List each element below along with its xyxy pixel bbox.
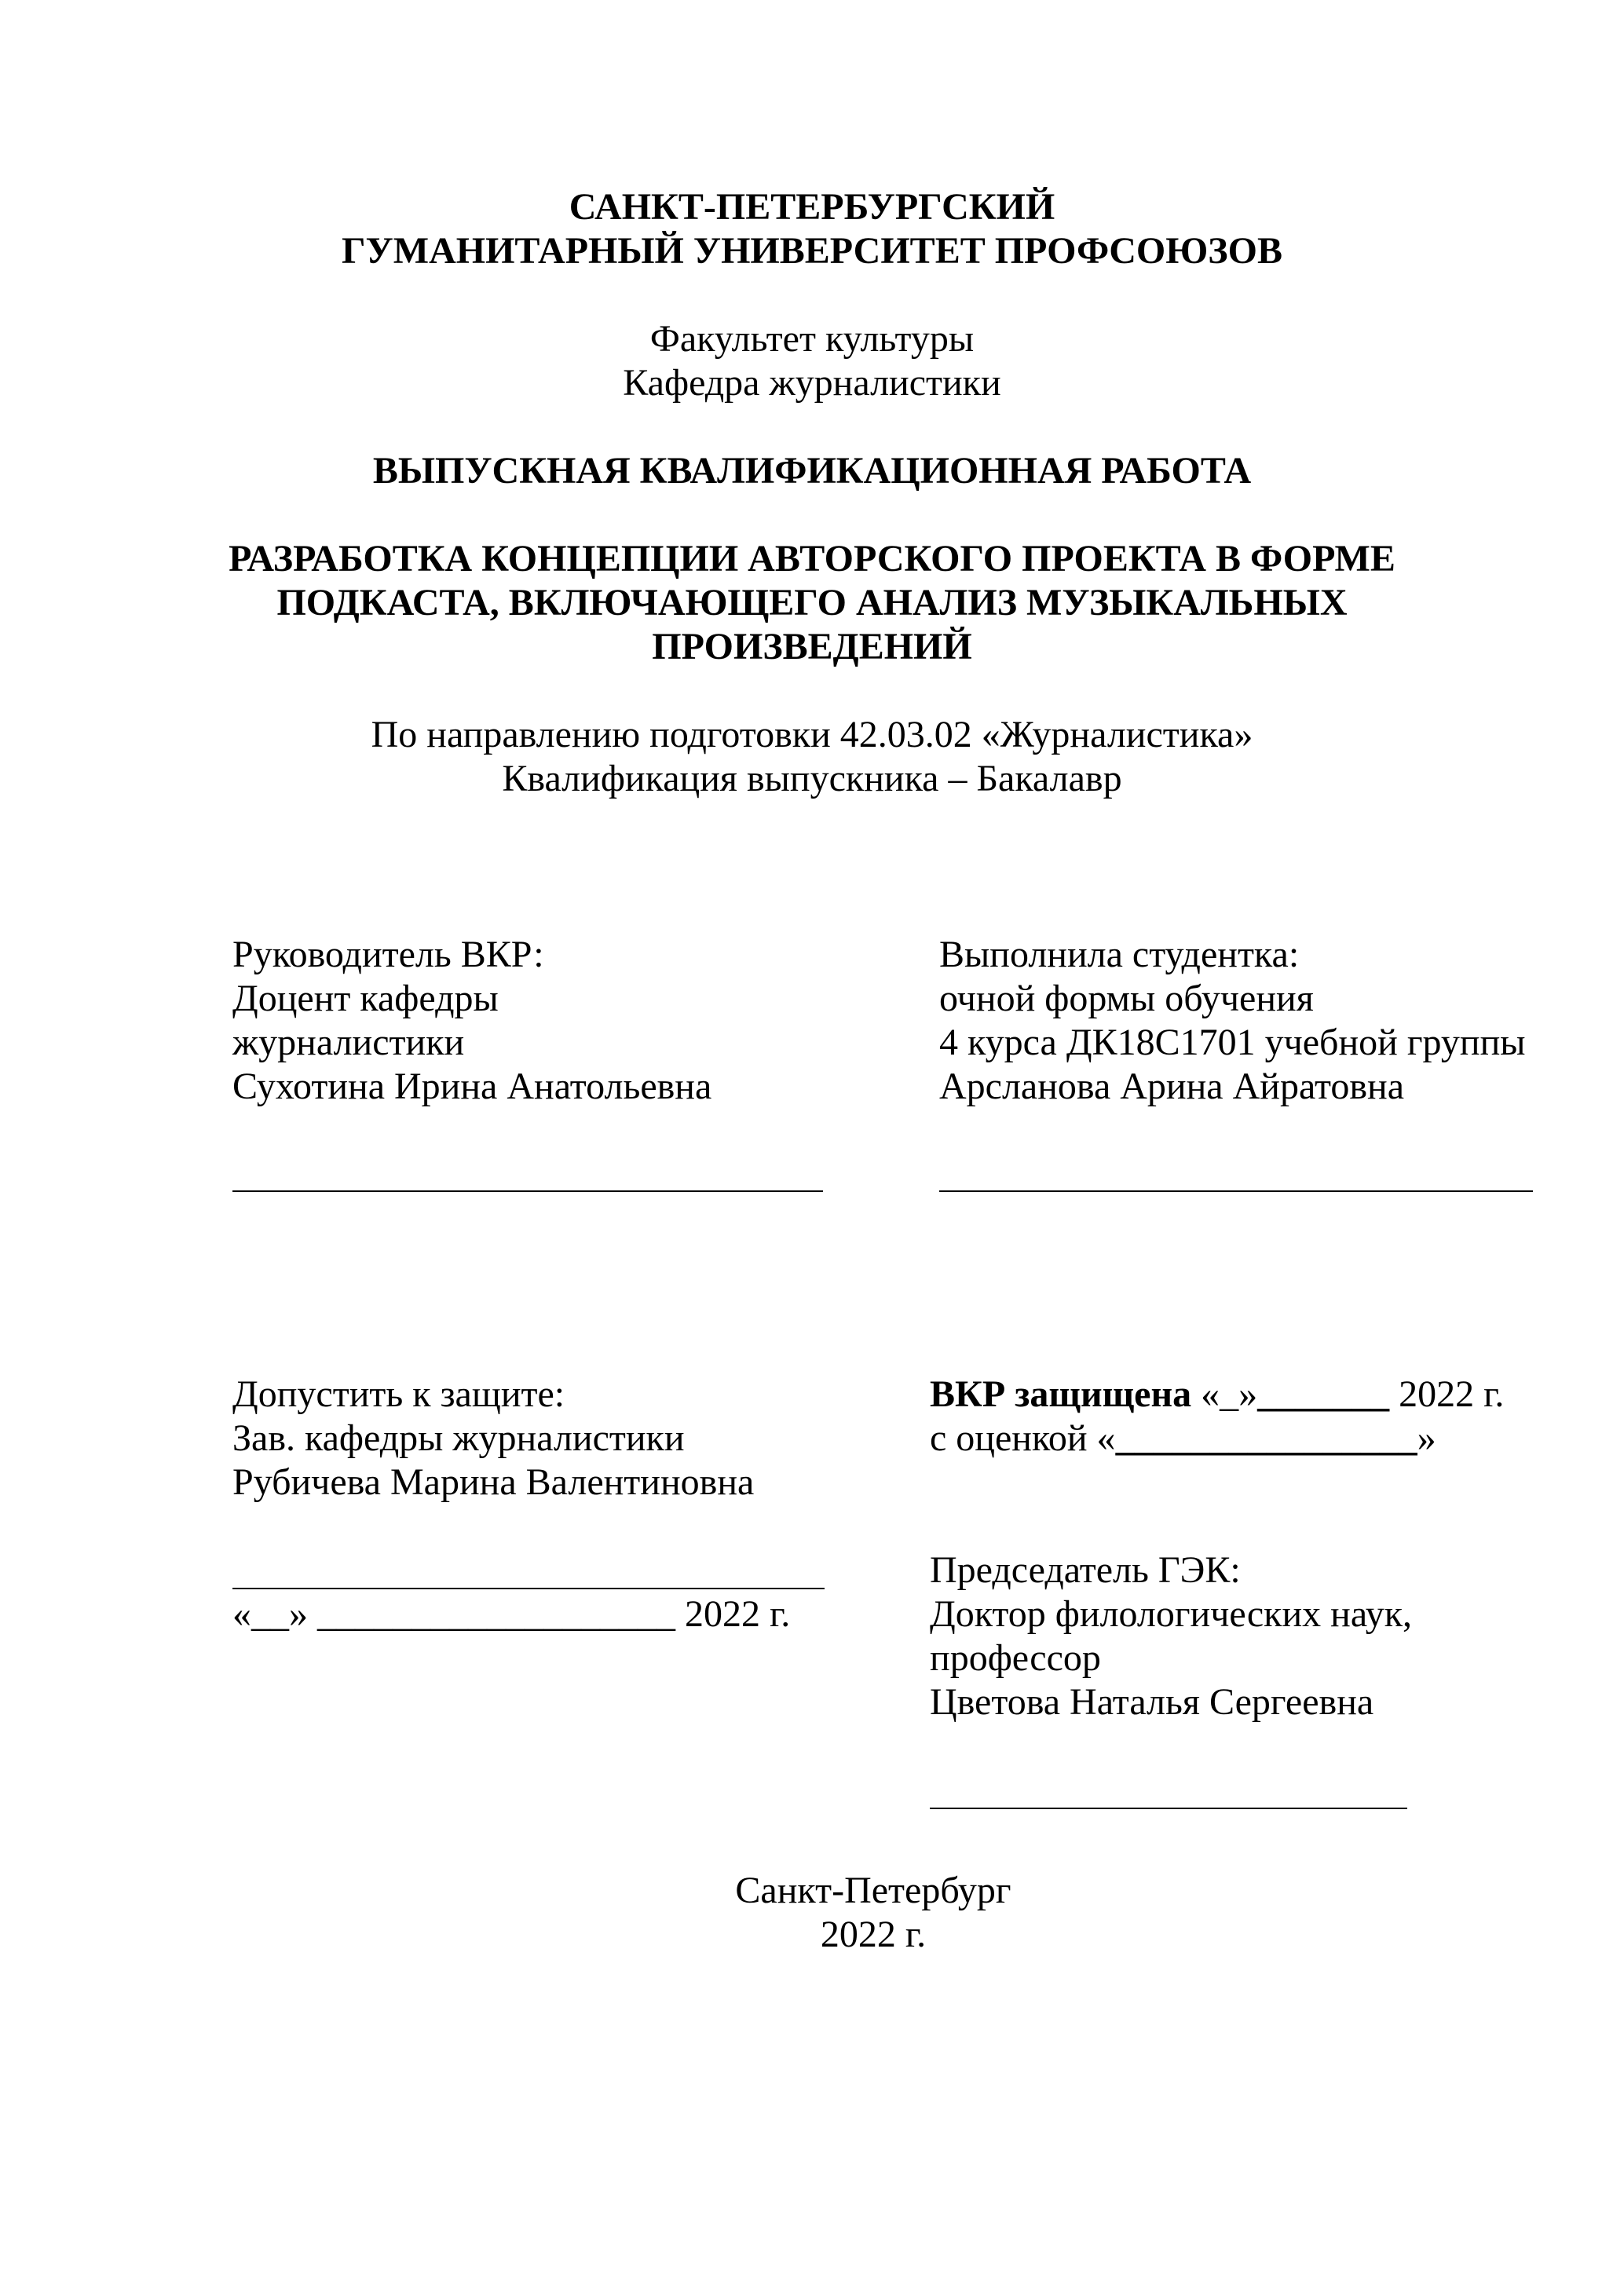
- chairman-heading: Председатель ГЭК:: [930, 1549, 1241, 1591]
- admission-signature-line: [232, 1588, 825, 1589]
- admission-date-month-blank: ___________________: [317, 1593, 675, 1635]
- admission-heading: Допустить к защите:: [232, 1373, 565, 1415]
- supervisor-block: [232, 933, 711, 1109]
- chairman-block: [930, 1548, 1412, 1724]
- defense-close-quote: »: [1238, 1373, 1258, 1415]
- student-signature-line: [939, 1190, 1533, 1192]
- chairman-degree-line2: профессор: [930, 1637, 1101, 1679]
- admission-date-open-quote: «: [232, 1593, 251, 1635]
- qualification: Квалификация выпускника – Бакалавр: [502, 758, 1122, 799]
- faculty-name: Факультет культуры: [649, 318, 975, 360]
- student-group: 4 курса ДК18С1701 учебной группы: [939, 1022, 1526, 1063]
- work-type: ВЫПУСКНАЯ КВАЛИФИКАЦИОННАЯ РАБОТА: [372, 450, 1252, 492]
- head-of-department-name: Рубичева Марина Валентиновна: [232, 1461, 755, 1503]
- city: Санкт-Петербург: [735, 1870, 1011, 1911]
- student-name: Арсланова Арина Айратовна: [939, 1066, 1405, 1107]
- year: 2022 г.: [820, 1914, 927, 1955]
- admission-date-year: 2022 г.: [685, 1593, 791, 1635]
- supervisor-heading: Руководитель ВКР:: [232, 934, 544, 975]
- defense-open-quote: «: [1201, 1373, 1220, 1415]
- chairman-signature-line: [930, 1808, 1407, 1809]
- chairman-degree-line1: Доктор филологических наук,: [930, 1593, 1413, 1635]
- defense-grade-blank: ________________: [1115, 1417, 1417, 1459]
- supervisor-position-line1: Доцент кафедры: [232, 978, 499, 1019]
- defense-grade-label: с оценкой «: [930, 1417, 1116, 1459]
- supervisor-name: Сухотина Ирина Анатольевна: [232, 1066, 712, 1107]
- study-direction: По направлению подготовки 42.03.02 «Журналистика»: [371, 714, 1253, 755]
- admission-date-close-quote: »: [289, 1593, 308, 1635]
- defense-month-blank: _______: [1257, 1373, 1390, 1415]
- defense-date-line: [930, 1373, 1504, 1417]
- student-form-of-study: очной формы обучения: [939, 978, 1314, 1019]
- department-name: Кафедра журналистики: [623, 362, 1001, 404]
- university-name-line2: ГУМАНИТАРНЫЙ УНИВЕРСИТЕТ ПРОФСОЮЗОВ: [342, 230, 1282, 272]
- head-of-department-position: Зав. кафедры журналистики: [232, 1417, 685, 1459]
- defense-grade-line: [930, 1417, 1504, 1461]
- defense-block: [930, 1373, 1504, 1461]
- defense-year: 2022 г.: [1399, 1373, 1505, 1415]
- defense-label: ВКР защищена: [930, 1373, 1192, 1415]
- supervisor-position-line2: журналистики: [232, 1022, 465, 1063]
- work-title-line2: ПОДКАСТА, ВКЛЮЧАЮЩЕГО АНАЛИЗ МУЗЫКАЛЬНЫХ: [276, 582, 1348, 623]
- university-name-line1: САНКТ-ПЕТЕРБУРГСКИЙ: [569, 186, 1055, 228]
- student-heading: Выполнила студентка:: [939, 934, 1300, 975]
- supervisor-signature-line: [232, 1190, 823, 1192]
- defense-grade-close-quote: »: [1417, 1417, 1436, 1459]
- admission-date-day-blank: __: [251, 1593, 289, 1635]
- work-title-line3: ПРОИЗВЕДЕНИЙ: [652, 626, 972, 667]
- admission-block: [232, 1373, 754, 1504]
- defense-day-blank: _: [1220, 1373, 1239, 1415]
- chairman-name: Цветова Наталья Сергеевна: [930, 1681, 1374, 1723]
- work-title-line1: РАЗРАБОТКА КОНЦЕПЦИИ АВТОРСКОГО ПРОЕКТА В ФОРМЕ: [229, 538, 1395, 579]
- admission-date: [232, 1592, 790, 1636]
- student-block: [939, 933, 1526, 1109]
